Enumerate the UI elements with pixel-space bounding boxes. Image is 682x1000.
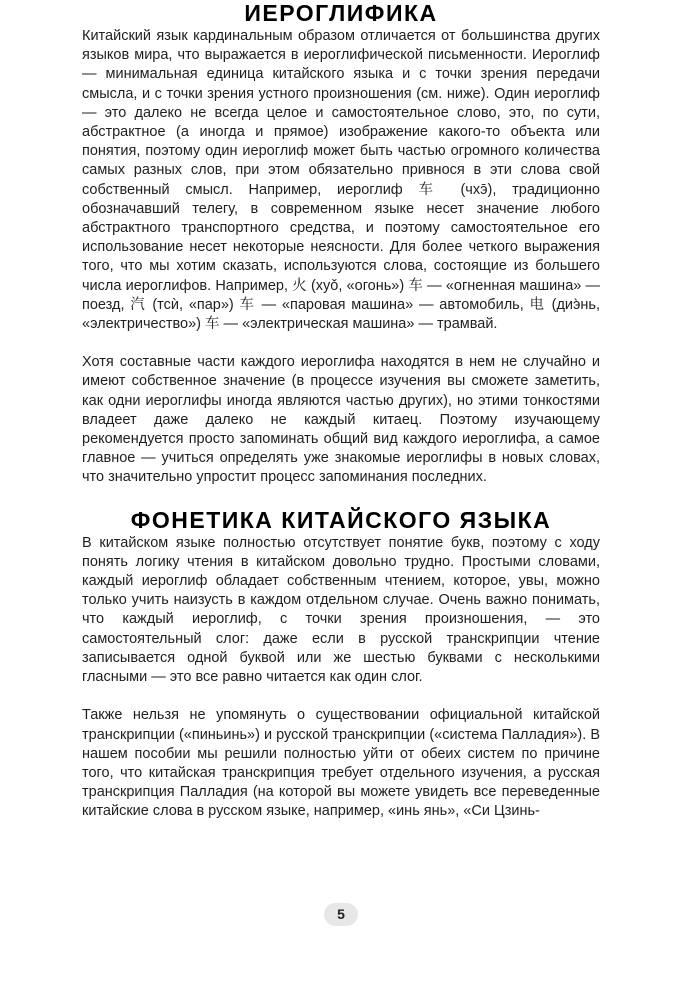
paragraph-hieroglyphics-2: Хотя составные части каждого иероглифа находятся в нем не случайно и имеют собственное значение (в процессе изучения вы сможете заметить, как одни иероглифы иногда являются частью других), но этими тонкостями владеет даже далеко не каждый китаец. Поэтому изучающему рекомендуется просто запоминать общий вид каждого иероглифа, а самое главное — учиться определять уже знакомые иероглифы в новых словах, что значительно упростит процесс запоминания последних. [82, 354, 600, 486]
page-number-badge: 5 [324, 903, 358, 926]
paragraph-phonetics-2: Также нельзя не упомянуть о существовании официальной китайской транскрипции («пиньинь») и русской транскрипции («система Палладия»). В нашем пособии мы решили полностью уйти от обеих систем по причине того, что китайская транскрипция требует отдельного изучения, а русская транскрипция Палладия (на которой вы можете увидеть все переведенные китайские слова в русском языке, например, «инь янь», «Си Цзинь- [82, 707, 600, 820]
paragraph-phonetics-1: В китайском языке полностью отсутствует понятие букв, поэтому с ходу понять логику чтения в китайском довольно трудно. Простыми словами, каждый иероглиф обладает собственным чтением, которое, увы, можно только учить наизусть в каждом отдельном случае. Очень важно понимать, что каждый иероглиф, с точки зрения произношения, — это самостоятельный слог: даже если в русской транскрипции чтение записывается одной буквой или же шестью буквами с несколькими гласными — это все равно читается как один слог. [82, 534, 600, 686]
paragraph-hieroglyphics-1: Китайский язык кардинальным образом отличается от большинства других языков мира, что выражается в иероглифической письменности. Иероглиф — минимальная единица китайского языка и с точки зрения передачи смысла, и с точки зрения устного произношения (см. ниже). Один иероглиф — это далеко не всегда целое и самостоятельное слово, это, по сути, абстрактное (а иногда и прямое) изображение какого-то объекта или понятия, поэтому один иероглиф может быть частью огромного количества самых разных слов, при этом обязательно привнося в эти слова свой собственный смысл. Например, иероглиф 车 (чхэ̄), традиционно обозначавший телегу, в современном языке несет значение любого абстрактного транспортного средства, и поэтому самостоятельное его использование несет некоторые неясности. Для более четкого выражения того, что мы хотим сказать, используются слова, состоящие из большего числа иероглифов. Например, 火 (хуǒ, «огонь») 车 — «огненная машина» — поезд, 汽 (тсѝ, «пар») 车 — «паровая машина» — автомобиль, 电 (диэ̀нь, «электричество») 车 — «электрическая машина» — трамвай. [82, 28, 600, 333]
book-page [82, 0, 600, 841]
section-title-hieroglyphics: ИЕРОГЛИФИКА [244, 0, 438, 26]
section-title-phonetics: ФОНЕТИКА КИТАЙСКОГО ЯЗЫКА [130, 506, 552, 533]
